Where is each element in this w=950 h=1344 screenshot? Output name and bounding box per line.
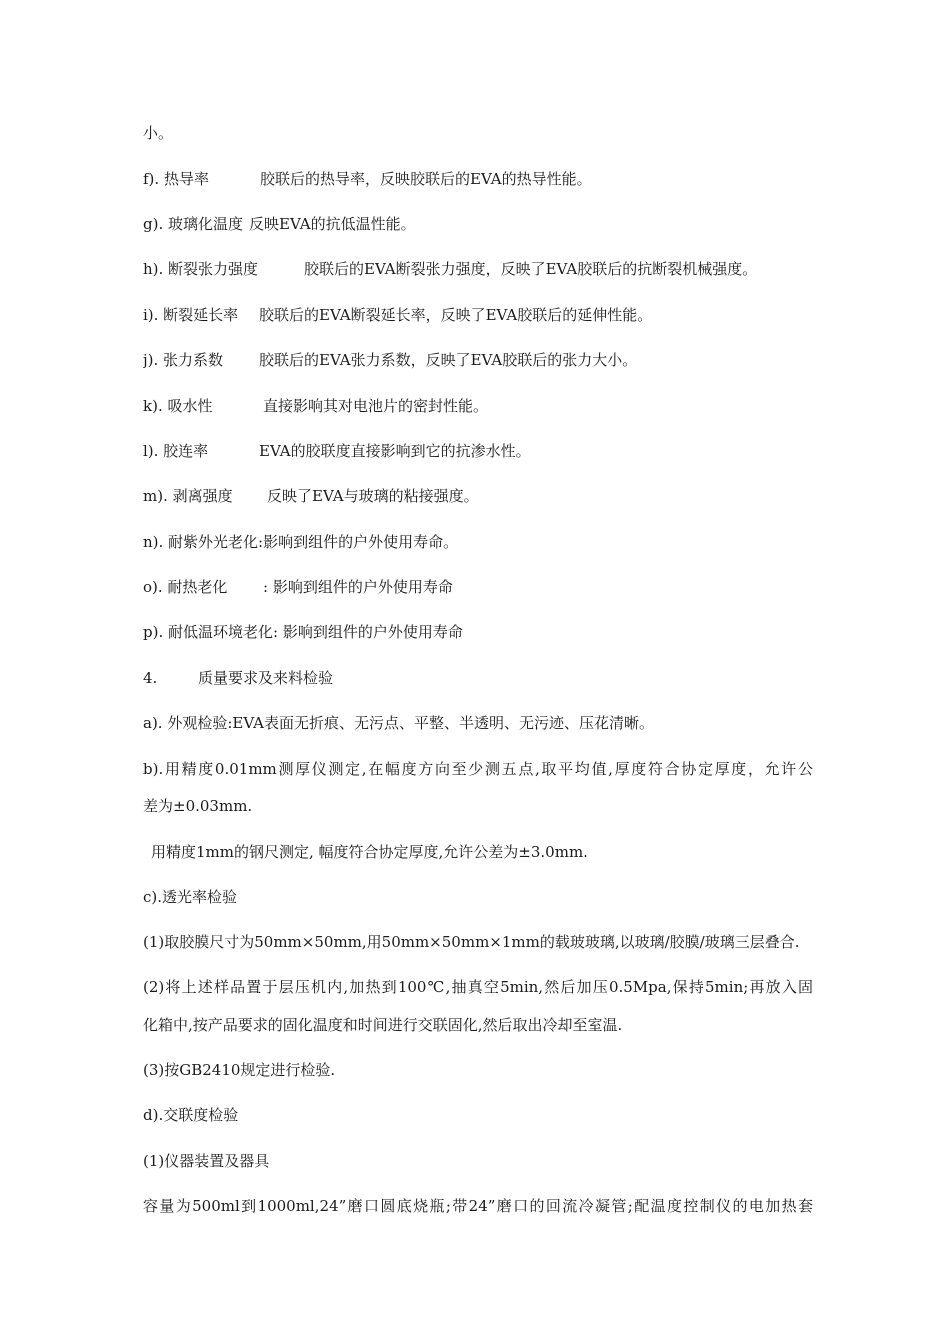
property-k <box>143 396 813 416</box>
property-o-label: o). 耐热老化 <box>143 578 228 596</box>
section-4-heading <box>143 668 813 688</box>
property-k-text: 直接影响其对电池片的密封性能。 <box>263 397 489 415</box>
property-h-label: h). 断裂张力强度 <box>143 260 259 278</box>
item-a-visual-inspection: a). 外观检验:EVA表面无折痕、无污点、平整、半透明、无污迹、压花清晰。 <box>143 714 654 732</box>
property-n-text: 影响到组件的户外使用寿命。 <box>263 533 459 551</box>
section-4-number: 4. <box>143 669 158 687</box>
item-d-equipment: 容量为500ml到1000ml,24”磨口圆底烧瓶;带24”磨口的回流冷凝管;配温度控制仪的电加热套 <box>143 1197 813 1215</box>
property-f-text: 胶联后的热导率，反映胶联后的EVA的热导性能。 <box>260 170 592 188</box>
property-i-label: i). 断裂延长率 <box>143 306 239 324</box>
property-n-label: n). 耐紫外光老化: <box>143 533 264 551</box>
item-c-step1: (1)取胶膜尺寸为50mm×50mm,用50mm×50mm×1mm的载玻玻璃,以玻璃/胶膜/玻璃三层叠合. <box>143 933 800 951</box>
section-4-title: 质量要求及来料检验 <box>198 669 334 687</box>
property-i-text: 胶联后的EVA断裂延长率，反映了EVA胶联后的延伸性能。 <box>259 306 653 324</box>
property-m <box>143 486 813 506</box>
property-i <box>143 305 813 325</box>
property-j-text: 胶联后的EVA张力系数，反映了EVA胶联后的张力大小。 <box>259 351 638 369</box>
property-l-text: EVA的胶联度直接影响到它的抗渗水性。 <box>259 442 531 460</box>
property-g-text: 反映EVA的抗低温性能。 <box>249 215 416 233</box>
item-d-heading: d).交联度检验 <box>143 1106 239 1124</box>
property-o <box>143 577 813 597</box>
property-l-label: l). 胶连率 <box>143 442 209 460</box>
text-line-continuation: 小。 <box>143 124 174 142</box>
property-k-label: k). 吸水性 <box>143 397 213 415</box>
property-o-text: : 影响到组件的户外使用寿命 <box>263 578 453 596</box>
property-j <box>143 350 813 370</box>
property-m-text: 反映了EVA与玻璃的粘接强度。 <box>267 487 479 505</box>
item-c-heading: c).透光率检验 <box>143 888 238 906</box>
item-c-step3: (3)按GB2410规定进行检验. <box>143 1061 336 1079</box>
item-c-step2-line1: (2)将上述样品置于层压机内,加热到100℃,抽真空5min,然后加压0.5Mpa,保持5min;再放入固 <box>143 978 813 996</box>
property-l <box>143 441 813 461</box>
property-p-text: 影响到组件的户外使用寿命 <box>278 623 463 641</box>
item-b-thickness-line2: 差为±0.03mm. <box>143 797 253 815</box>
item-b-width: 用精度1mm的钢尺测定, 幅度符合协定厚度,允许公差为±3.0mm. <box>151 843 588 861</box>
property-g <box>143 214 813 234</box>
item-b-thickness-line1: b).用精度0.01mm测厚仪测定,在幅度方向至少测五点,取平均值,厚度符合协定厚度，允许公 <box>143 760 813 778</box>
property-p <box>143 622 813 642</box>
item-c-step2-line2: 化箱中,按产品要求的固化温度和时间进行交联固化,然后取出冷却至室温. <box>143 1016 623 1034</box>
property-h <box>143 259 813 279</box>
property-h-text: 胶联后的EVA断裂张力强度，反映了EVA胶联后的抗断裂机械强度。 <box>304 260 758 278</box>
item-d-step1: (1)仪器装置及器具 <box>143 1152 270 1170</box>
property-g-label: g). 玻璃化温度 <box>143 215 243 233</box>
property-p-label: p). 耐低温环境老化: <box>143 623 279 641</box>
property-f-label: f). 热导率 <box>143 170 209 188</box>
property-j-label: j). 张力系数 <box>143 351 224 369</box>
property-m-label: m). 剥离强度 <box>143 487 233 505</box>
property-n <box>143 532 813 552</box>
property-f <box>143 169 813 189</box>
